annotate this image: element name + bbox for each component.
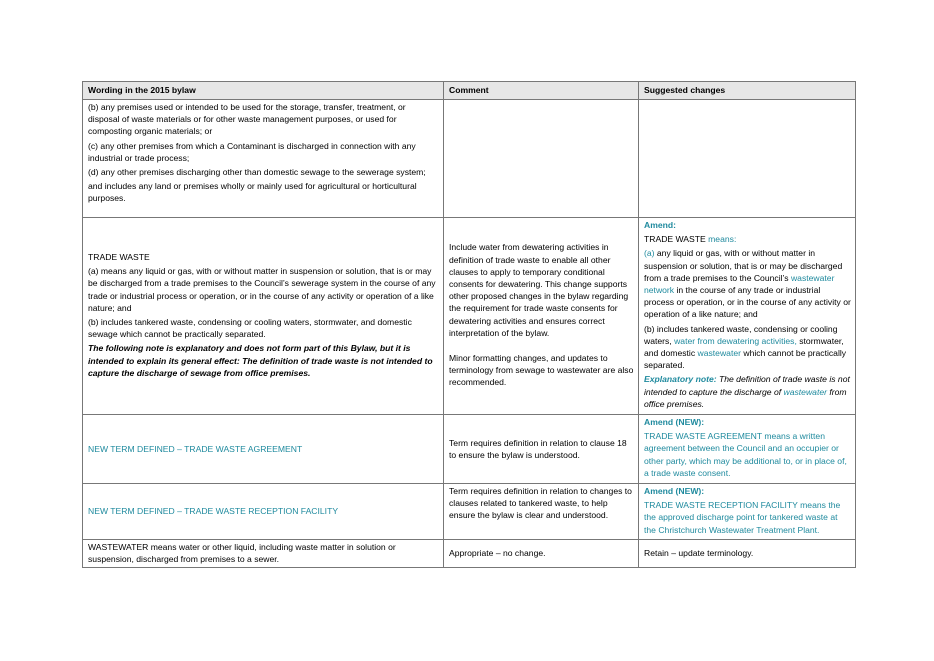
trade-waste-a: (a) means any liquid or gas, with or without matter in suspension or solution, that is or may be discharged from a trade premises to the Council’s sewerage system in the course of any trade or industrial process or operation, or in the course of any activity or operation of a like nature; and — [88, 266, 436, 313]
header-wording: Wording in the 2015 bylaw — [83, 82, 444, 100]
amend-new-label: Amend (NEW): — [644, 417, 705, 427]
trade-waste-b: (b) includes tankered waste, condensing or cooling waters, stormwater, and domestic sewage which cannot be practically separated. — [88, 317, 412, 340]
bylaw-comparison-table — [82, 81, 856, 568]
suggested-definition: TRADE WASTE RECEPTION FACILITY means the the approved discharge point for tankered waste at the Christchurch Wastewater Treatment Plant. — [644, 500, 841, 535]
comment-paragraph-2: Minor formatting changes, and updates to terminology from sewage to wastewater are also recommended. — [449, 353, 634, 388]
comment-cell: Term requires definition in relation to clause 18 to ensure the bylaw is understood. — [444, 415, 639, 484]
suggestion-cell — [639, 415, 856, 484]
wording-cell — [83, 100, 444, 218]
wording-cell — [83, 218, 444, 415]
suggestion-cell: Retain – update terminology. — [639, 539, 856, 567]
comment-cell — [444, 100, 639, 218]
suggested-a: (a) any liquid or gas, with or without matter in suspension or solution, that is or may be discharged from a trade premises to the Council’s wastewater network in the course of any trade or industrial process or operation, or in the course of any activity or operation of a like nature; and — [644, 248, 851, 320]
amend-new-label: Amend (NEW): — [644, 486, 705, 496]
comment-paragraph-1: Include water from dewatering activities in definition of trade waste to enable all other clauses to apply to temporary conditional consents for dewatering. This change supports other proposed changes in the bylaw regarding the requirement for trade waste consents for dewatering activities and ensures correct interpretation of the bylaw. — [449, 242, 629, 338]
table-row — [83, 539, 856, 567]
wording-cell: WASTEWATER means water or other liquid, including waste matter in solution or suspension, discharged from premises to a sewer. — [83, 539, 444, 567]
clause-b: (b) any premises used or intended to be used for the storage, transfer, treatment, or disposal of waste materials or for other waste management purposes, or used for composting organic materials; or — [88, 102, 406, 137]
header-suggested-changes: Suggested changes — [639, 82, 856, 100]
clause-d: (d) any other premises discharging other than domestic sewage to the sewerage system; — [88, 167, 426, 178]
table-row — [83, 484, 856, 540]
comment-cell: Appropriate – no change. — [444, 539, 639, 567]
comment-cell — [444, 218, 639, 415]
clause-includes: and includes any land or premises wholly or mainly used for agricultural or horticultural purposes. — [88, 181, 417, 204]
suggested-b: (b) includes tankered waste, condensing or cooling waters, water from dewatering activities, stormwater, and domestic wastewater which cannot be practically separated. — [644, 323, 847, 371]
header-row — [83, 82, 856, 100]
comment-cell: Term requires definition in relation to changes to clauses related to tankered waste, to help ensure the bylaw is clear and understood. — [444, 484, 639, 540]
suggested-title: TRADE WASTE means: — [644, 234, 737, 245]
suggestion-cell — [639, 100, 856, 218]
table-row — [83, 415, 856, 484]
amend-label: Amend: — [644, 220, 676, 230]
explanatory-note: The following note is explanatory and does not form part of this Bylaw, but it is intended to explain its general effect: The definition of trade waste is not intended to capture the discharge of sewage from office premises. — [88, 343, 433, 378]
suggestion-cell — [639, 218, 856, 415]
wording-cell: NEW TERM DEFINED – TRADE WASTE RECEPTION FACILITY — [83, 484, 444, 540]
clause-c: (c) any other premises from which a Contaminant is discharged in connection with any industrial or trade process; — [88, 140, 416, 163]
wording-cell: NEW TERM DEFINED – TRADE WASTE AGREEMENT — [83, 415, 444, 484]
suggested-definition: TRADE WASTE AGREEMENT means a written agreement between the Council and an occupier or other party, which may be additional to, or in place of, a trade waste consent. — [644, 431, 847, 478]
suggestion-cell — [639, 484, 856, 540]
suggested-explanatory-note: Explanatory note: The definition of trade waste is not intended to capture the discharge of wastewater from office premises. — [644, 374, 850, 409]
table-row — [83, 218, 856, 415]
table-row — [83, 100, 856, 218]
header-comment: Comment — [444, 82, 639, 100]
trade-waste-title: TRADE WASTE — [88, 251, 150, 262]
